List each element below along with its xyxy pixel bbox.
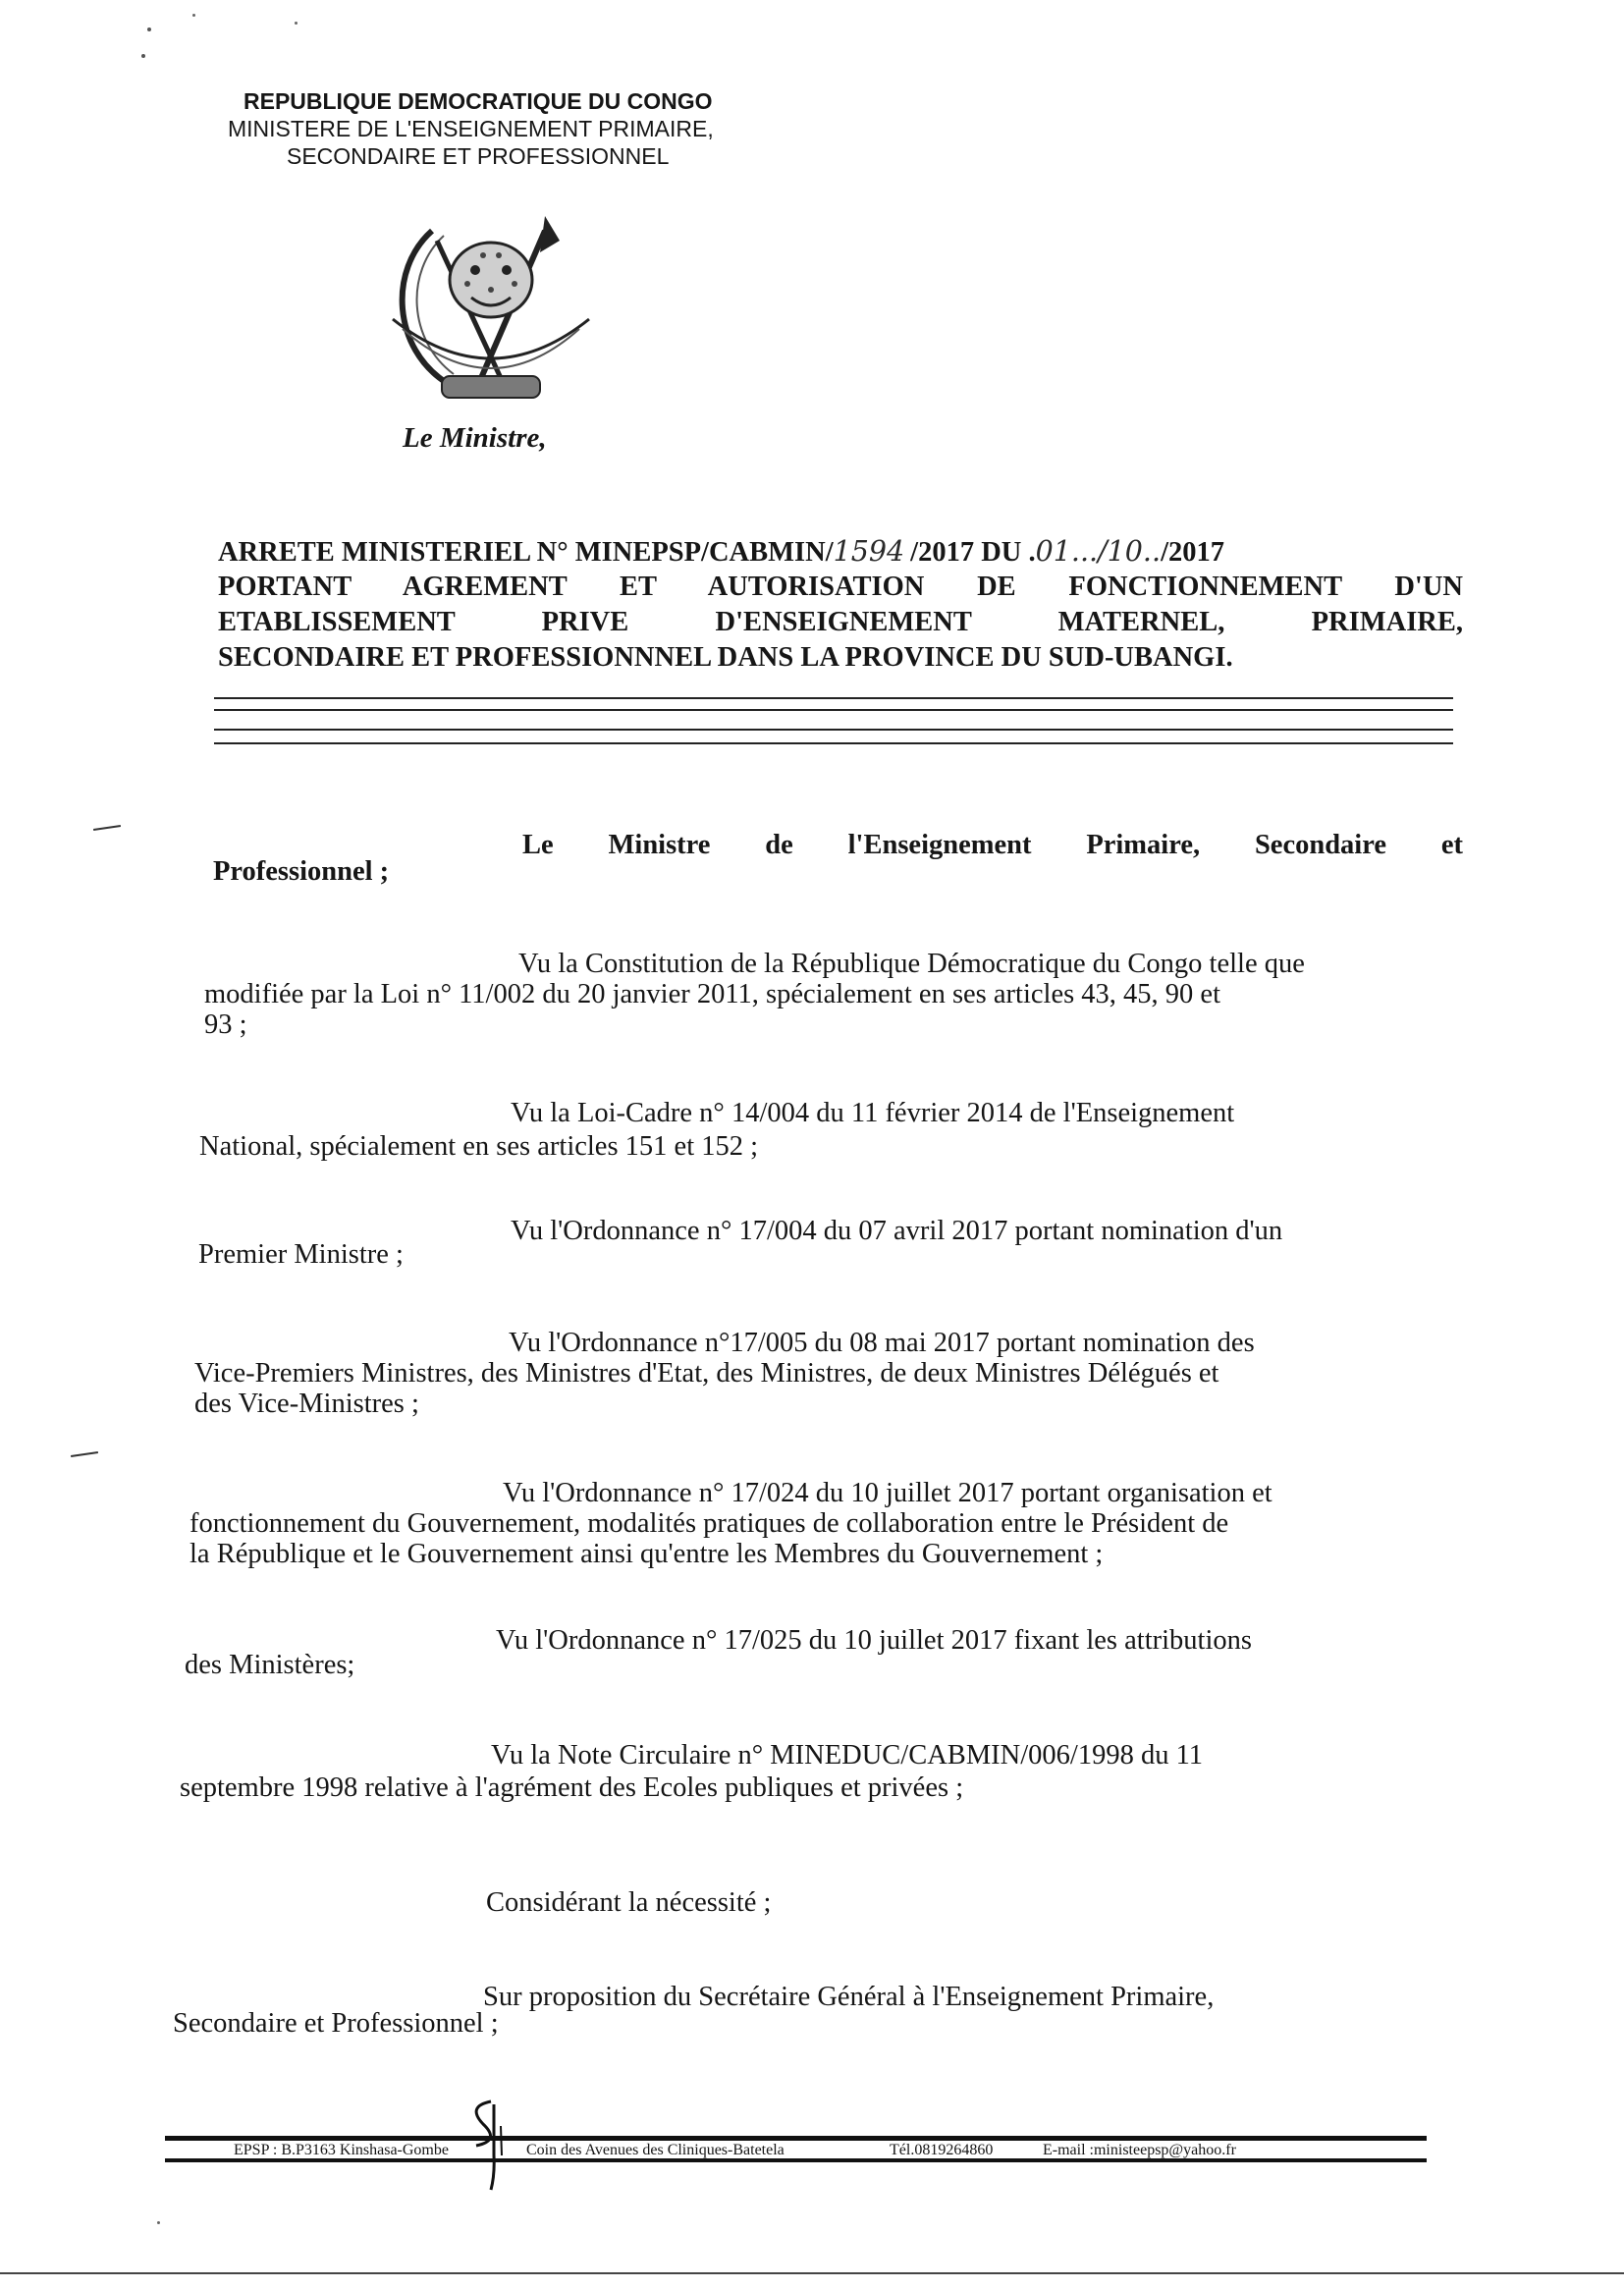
title-underline [214, 729, 1453, 731]
title-underline [214, 697, 1453, 699]
decree-title-line-3: ETABLISSEMENT PRIVE D'ENSEIGNEMENT MATERNEL, PRIMAIRE, [218, 607, 1463, 637]
margin-mark [93, 825, 121, 831]
decree-title-line-1 [218, 535, 1463, 569]
header-ministry-sub: SECONDAIRE ET PROFESSIONNEL [287, 143, 670, 169]
decree-mid: /2017 DU . [910, 537, 1036, 568]
scan-speck [141, 54, 145, 58]
vu-ordonnance-17-004-cont: Premier Ministre ; [198, 1239, 404, 1270]
footer-email: E-mail :ministeepsp@yahoo.fr [1043, 2142, 1236, 2158]
sur-proposition: Sur proposition du Secrétaire Général à l'Enseignement Primaire, [483, 1982, 1215, 2012]
scan-speck [157, 2221, 160, 2224]
vu-constitution-cont: modifiée par la Loi n° 11/002 du 20 janvier 2011, spécialement en ses articles 43, 45, 90 et [204, 979, 1221, 1009]
preamble-minister-cont: Professionnel ; [213, 856, 390, 887]
title-underline [214, 742, 1453, 744]
vu-ordonnance-17-024: Vu l'Ordonnance n° 17/024 du 10 juillet 2017 portant organisation et [503, 1478, 1272, 1508]
header-ministry: MINISTERE DE L'ENSEIGNEMENT PRIMAIRE, [228, 116, 714, 141]
footer-street: Coin des Avenues des Cliniques-Batetela [526, 2142, 785, 2158]
scan-speck [147, 27, 151, 31]
page-bottom-rule [0, 2272, 1624, 2274]
title-underline [214, 709, 1453, 711]
margin-mark [71, 1451, 98, 1457]
vu-constitution-cont: 93 ; [204, 1009, 247, 1040]
vu-ordonnance-17-025: Vu l'Ordonnance n° 17/025 du 10 juillet 2017 fixant les attributions [496, 1625, 1252, 1656]
scan-speck [295, 22, 298, 25]
initials-signature-icon [461, 2097, 520, 2195]
vu-ordonnance-17-024-cont: fonctionnement du Gouvernement, modalités pratiques de collaboration entre le Président de [189, 1508, 1229, 1539]
vu-loi-cadre-cont: National, spécialement en ses articles 151 et 152 ; [199, 1131, 759, 1162]
preamble-minister: Le Ministre de l'Enseignement Primaire, Secondaire et [522, 830, 1463, 860]
vu-note-circulaire: Vu la Note Circulaire n° MINEDUC/CABMIN/006/1998 du 11 [491, 1740, 1204, 1771]
vu-note-circulaire-cont: septembre 1998 relative à l'agrément des Ecoles publiques et privées ; [180, 1772, 964, 1803]
decree-date-handwritten: 01.../10.. [1035, 535, 1162, 568]
header-republic: REPUBLIQUE DEMOCRATIQUE DU CONGO [244, 88, 713, 114]
vu-loi-cadre: Vu la Loi-Cadre n° 14/004 du 11 février 2014 de l'Enseignement [511, 1098, 1235, 1128]
decree-year: /2017 [1161, 537, 1224, 568]
footer-phone: Tél.0819264860 [890, 2142, 994, 2158]
coat-of-arms-icon [373, 211, 609, 408]
decree-prefix: ARRETE MINISTERIEL N° MINEPSP/CABMIN/ [218, 537, 834, 568]
vu-ordonnance-17-005-cont: Vice-Premiers Ministres, des Ministres d'Etat, des Ministres, de deux Ministres Délégués et [194, 1358, 1219, 1389]
sur-proposition-cont: Secondaire et Professionnel ; [173, 2008, 499, 2039]
considerant: Considérant la nécessité ; [486, 1887, 772, 1918]
decree-title-line-2: PORTANT AGREMENT ET AUTORISATION DE FONCTIONNEMENT D'UN [218, 572, 1463, 602]
vu-ordonnance-17-025-cont: des Ministères; [185, 1650, 355, 1680]
footer-rule [165, 2158, 1427, 2162]
vu-constitution: Vu la Constitution de la République Démocratique du Congo telle que [518, 949, 1305, 979]
decree-title-line-4: SECONDAIRE ET PROFESSIONNNEL DANS LA PROVINCE DU SUD-UBANGI. [218, 642, 1233, 673]
footer-address: EPSP : B.P3163 Kinshasa-Gombe [234, 2142, 449, 2158]
signatory-title: Le Ministre, [403, 422, 547, 454]
vu-ordonnance-17-004: Vu l'Ordonnance n° 17/004 du 07 avril 2017 portant nomination d'un [511, 1216, 1283, 1246]
vu-ordonnance-17-024-cont: la République et le Gouvernement ainsi qu'entre les Membres du Gouvernement ; [189, 1539, 1104, 1569]
vu-ordonnance-17-005: Vu l'Ordonnance n°17/005 du 08 mai 2017 portant nomination des [509, 1328, 1255, 1358]
footer-rule [165, 2136, 1427, 2141]
decree-number-handwritten: 1594 [833, 535, 905, 568]
vu-ordonnance-17-005-cont: des Vice-Ministres ; [194, 1389, 419, 1419]
scan-speck [192, 14, 195, 17]
